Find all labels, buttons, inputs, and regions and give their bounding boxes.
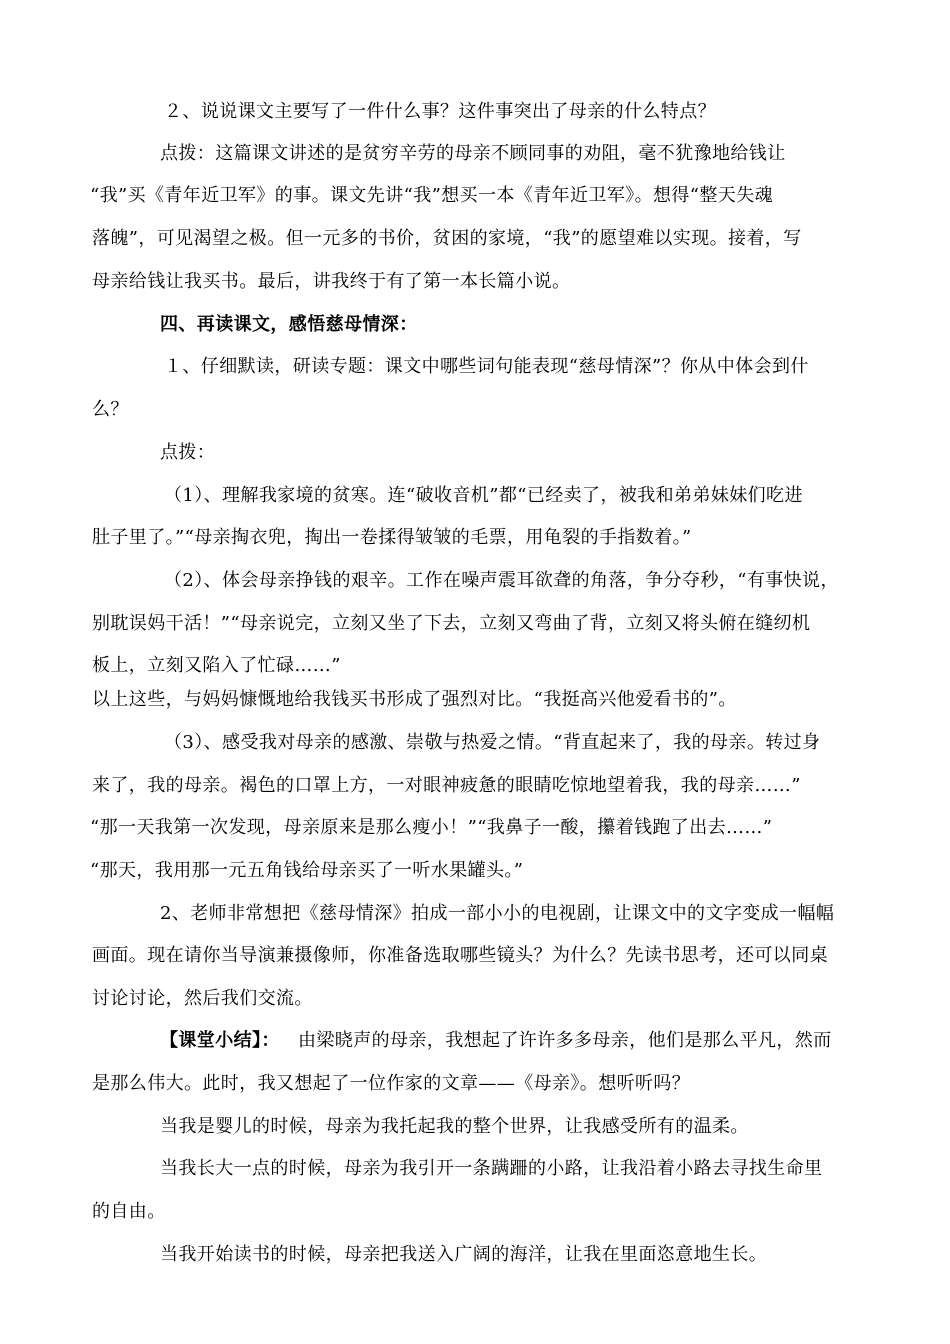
poem-line-2: 当我长大一点的时候，母亲为我引开一条蹒跚的小路，让我沿着小路去寻找生命里 [160,1158,823,1179]
point-2-line-3: 板上，立刻又陷入了忙碌……” [92,655,341,676]
poem-line-2-continued: 的自由。 [92,1201,166,1222]
hint-paragraph-line-4: 母亲给钱让我买书。最后，讲我终于有了第一本长篇小说。 [92,271,571,292]
poem-line-3: 当我开始读书的时候，母亲把我送入广阔的海洋，让我在里面恣意地生长。 [160,1244,768,1265]
point-3-line-2: 来了，我的母亲。褐色的口罩上方，一对眼神疲惫的眼睛吃惊地望着我，我的母亲……” [92,775,801,796]
hint-label: 点拨： [160,442,216,463]
task-1-line-1: １、仔细默读，研读专题：课文中哪些词句能表现“慈母情深”？你从中体会到什 [164,356,809,377]
class-summary-line-2: 是那么伟大。此时，我又想起了一位作家的文章——《母亲》。想听听吗？ [92,1073,691,1094]
point-3-line-1: （3）、感受我对母亲的感激、崇敬与热爱之情。“背直起来了，我的母亲。转过身 [164,732,821,753]
poem-line-1: 当我是婴儿的时候，母亲为我托起我的整个世界，让我感受所有的温柔。 [160,1116,749,1137]
task-2-line-3: 讨论讨论，然后我们交流。 [92,988,313,1009]
contrast-summary-line: 以上这些，与妈妈慷慨地给我钱买书形成了强烈对比。“我挺高兴他爱看书的”。 [92,689,737,710]
task-2-line-1: 2、老师非常想把《慈母情深》拍成一部小小的电视剧，让课文中的文字变成一幅幅 [160,903,835,924]
question-2-line: ２、说说课文主要写了一件什么事？这件事突出了母亲的什么特点？ [164,101,716,122]
class-summary-heading: 【课堂小结】： [160,1030,280,1051]
hint-paragraph-line-3: 落魄”，可见渴望之极。但一元多的书价，贫困的家境，“我”的愿望难以实现。接着，写 [92,228,802,249]
point-2-line-2: 别耽误妈干活！”“母亲说完，立刻又坐了下去，立刻又弯曲了背，立刻又将头俯在缝纫机 [92,613,811,634]
point-2-line-1: （2）、体会母亲挣钱的艰辛。工作在噪声震耳欲聋的角落，争分夺秒，“有事快说， [164,570,839,591]
point-3-line-4: “那天，我用那一元五角钱给母亲买了一听水果罐头。” [90,860,524,881]
section-four-heading: 四、再读课文，感悟慈母情深： [160,314,418,335]
point-1-line-1: （1）、理解我家境的贫寒。连“破收音机”都“已经卖了，被我和弟弟妹妹们吃进 [164,485,803,506]
hint-paragraph-line-1: 点拨：这篇课文讲述的是贫穷辛劳的母亲不顾同事的劝阻，毫不犹豫地给钱让 [160,143,786,164]
task-2-line-2: 画面。现在请你当导演兼摄像师，你准备选取哪些镜头？为什么？先读书思考，还可以同桌 [92,945,828,966]
hint-paragraph-line-2: “我”买《青年近卫军》的事。课文先讲“我”想买一本《青年近卫军》。想得“整天失魂 [90,185,774,206]
point-3-line-3: “那一天我第一次发现，母亲原来是那么瘦小！”“我鼻子一酸，攥着钱跑了出去……” [90,817,773,838]
task-1-line-2: 么？ [92,399,129,420]
class-summary-line-1: 由梁晓声的母亲，我想起了许许多多母亲，他们是那么平凡，然而 [298,1030,832,1051]
point-1-line-2: 肚子里了。”“母亲掏衣兜，掏出一卷揉得皱皱的毛票，用龟裂的手指数着。” [92,527,692,548]
